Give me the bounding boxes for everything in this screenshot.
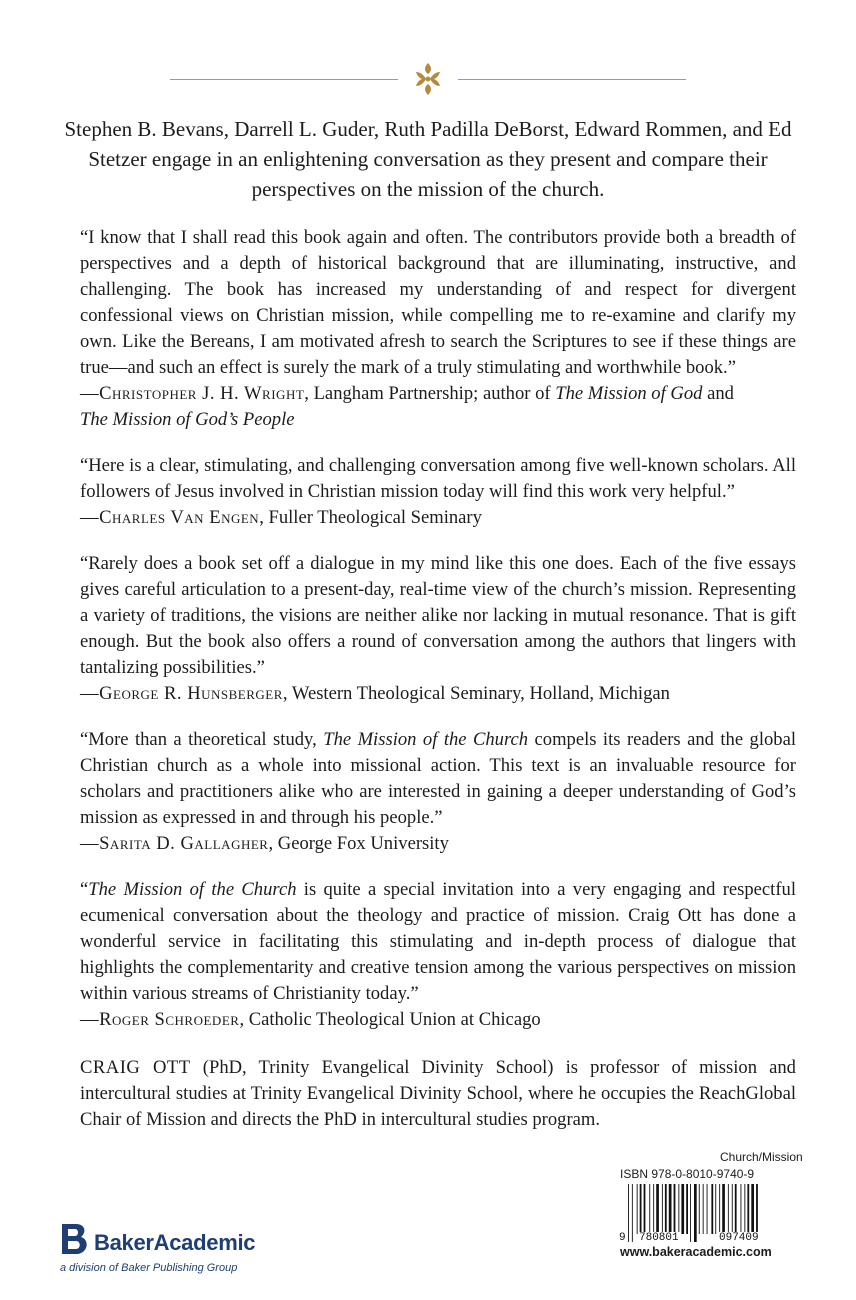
barcode-bar <box>665 1184 667 1234</box>
barcode-bar <box>644 1184 646 1234</box>
book-title: The Mission of the Church <box>88 879 297 900</box>
publisher-logo <box>58 1220 318 1280</box>
category-label: Church/Mission <box>720 1150 803 1164</box>
endorser-affiliation: , George Fox University <box>268 833 449 854</box>
endorser-name: —George R. Hunsberger <box>80 683 283 704</box>
publisher-name: BakerAcademic <box>94 1230 256 1255</box>
barcode-bar <box>637 1184 638 1234</box>
endorsement-hunsberger <box>80 551 796 707</box>
endorsement-text: “I know that I shall read this book again and often. The contributors provide both a breadth of perspectives and a depth of historical background that are illuminating, instructive, and challenging. The book has increased my understanding of and respect for divergent confessional views on Christian mission, while compelling me to re-examine and clarify my own. Like the Bereans, I am motivated afresh to search the Scriptures to see if these things are true—and such an effect is surely the mark of a truly stimulating and worthwhile book.” <box>80 227 796 378</box>
barcode-bar <box>686 1184 688 1234</box>
barcode-digit-first: 9 <box>619 1232 626 1244</box>
endorsement-schroeder <box>80 877 796 1033</box>
barcode-bar <box>751 1184 754 1234</box>
endorsement-van-engen <box>80 453 796 531</box>
publisher-division: a division of Baker Publishing Group <box>60 1262 238 1274</box>
conjunction: and <box>702 383 734 404</box>
publisher-url: www.bakeracademic.com <box>620 1245 772 1259</box>
endorsement-text <box>80 877 796 1007</box>
text-segment: is quite a special invitation into a very engaging and respectful ecumenical conversation about the theology and practice of mission. Craig Ott has done a wonderful service in facilitating this stimulating and in-depth process of dialogue that highlights the complementarity and creative tension among the various perspectives on mission within various streams of Christianity today.” <box>80 879 796 1004</box>
isbn-label: ISBN 978-0-8010-9740-9 <box>620 1167 755 1181</box>
barcode-bar <box>707 1184 708 1234</box>
editor-name: CRAIG OTT <box>80 1057 191 1078</box>
endorsement-text: “Here is a clear, stimulating, and challenging conversation among five well-known scholars. All followers of Jesus involved in Christian mission today will find this work very helpful.” <box>80 455 796 502</box>
barcode-bar <box>732 1184 733 1234</box>
fleuron-icon <box>412 62 444 96</box>
intro-paragraph: Stephen B. Bevans, Darrell L. Guder, Ruth Padilla DeBorst, Edward Rommen, and Ed Stetzer engage in an enlightening conversation as they present and compare their perspectives on the mission of the church. <box>64 117 792 201</box>
endorsement-text: “Rarely does a book set off a dialogue in my mind like this one does. Each of the five essays gives careful articulation to a present-day, real-time view of the church’s mission. Representing a variety of traditions, the visions are neither alike nor lacking in mutual resonance. That is gift enough. But the book also offers a round of conversation among the authors that lingers with tantalizing possibilities.” <box>80 553 796 678</box>
barcode-bar <box>669 1184 672 1234</box>
barcode-bar <box>699 1184 700 1234</box>
barcode-digits <box>618 1232 786 1246</box>
endorsement-attribution <box>80 681 796 707</box>
barcode-digits-right: 097409 <box>719 1232 759 1244</box>
endorsement-attribution <box>80 831 796 857</box>
endorsement-attribution <box>80 505 796 531</box>
endorser-name: —Charles Van Engen <box>80 507 260 528</box>
endorser-affiliation: , Langham Partnership; author of <box>304 383 556 404</box>
book-title: The Mission of the Church <box>323 729 529 750</box>
endorsement-attribution <box>80 381 796 433</box>
barcode-bar <box>722 1184 725 1234</box>
endorsement-text <box>80 727 796 831</box>
endorser-name: —Sarita D. Gallagher <box>80 833 269 854</box>
barcode-bar <box>681 1184 684 1234</box>
barcode-bar <box>703 1184 704 1234</box>
endorsements <box>80 225 796 1133</box>
text-segment: compels its readers and the global Christian church as a whole into missional action. This text is an invaluable resource for scholars and practitioners alike who are interested in gaining a deeper understanding of God’s mission as expressed in and through his people.” <box>80 729 797 828</box>
barcode-bar <box>744 1184 745 1234</box>
endorsement-wright <box>80 225 796 433</box>
barcode-bar <box>653 1184 654 1234</box>
barcode-bar <box>656 1184 659 1234</box>
barcode-bar <box>735 1184 737 1234</box>
barcode-bar <box>728 1184 729 1234</box>
barcode-bar <box>662 1184 663 1234</box>
editor-bio <box>80 1055 796 1133</box>
book-title: The Mission of God <box>555 383 703 404</box>
barcode-bar <box>674 1184 676 1234</box>
endorser-affiliation: , Catholic Theological Union at Chicago <box>239 1009 541 1030</box>
barcode-bar <box>711 1184 713 1234</box>
book-title: The Mission of God’s People <box>80 409 295 430</box>
divider-rule-right <box>458 79 686 80</box>
divider-rule-left <box>170 79 398 80</box>
barcode-bar <box>715 1184 716 1234</box>
endorsement-attribution <box>80 1007 796 1033</box>
barcode-bar <box>640 1184 642 1234</box>
endorsement-gallagher <box>80 727 796 857</box>
barcode-digits-left: 780801 <box>639 1232 679 1244</box>
bio-text: (PhD, Trinity Evangelical Divinity School) is professor of mission and intercultural studies at Trinity Evangelical Divinity School, where he occupies the ReachGlobal Chair of Mission and directs the PhD in intercultural studies program. <box>80 1057 796 1130</box>
endorser-name: —Christopher J. H. Wright <box>80 383 305 404</box>
barcode-bar <box>747 1184 749 1234</box>
endorser-affiliation: , Fuller Theological Seminary <box>259 507 482 528</box>
barcode-bar <box>649 1184 650 1234</box>
ornament-divider <box>170 62 686 96</box>
endorser-affiliation: , Western Theological Seminary, Holland, Michigan <box>282 683 670 704</box>
barcode-bar <box>678 1184 679 1234</box>
barcode-bar <box>719 1184 720 1234</box>
text-segment: “More than a theoretical study, <box>80 729 324 750</box>
baker-b-logo-icon <box>58 1220 92 1264</box>
endorser-name: —Roger Schroeder <box>80 1009 240 1030</box>
barcode-bar <box>741 1184 742 1234</box>
text-segment: “ <box>80 879 89 900</box>
